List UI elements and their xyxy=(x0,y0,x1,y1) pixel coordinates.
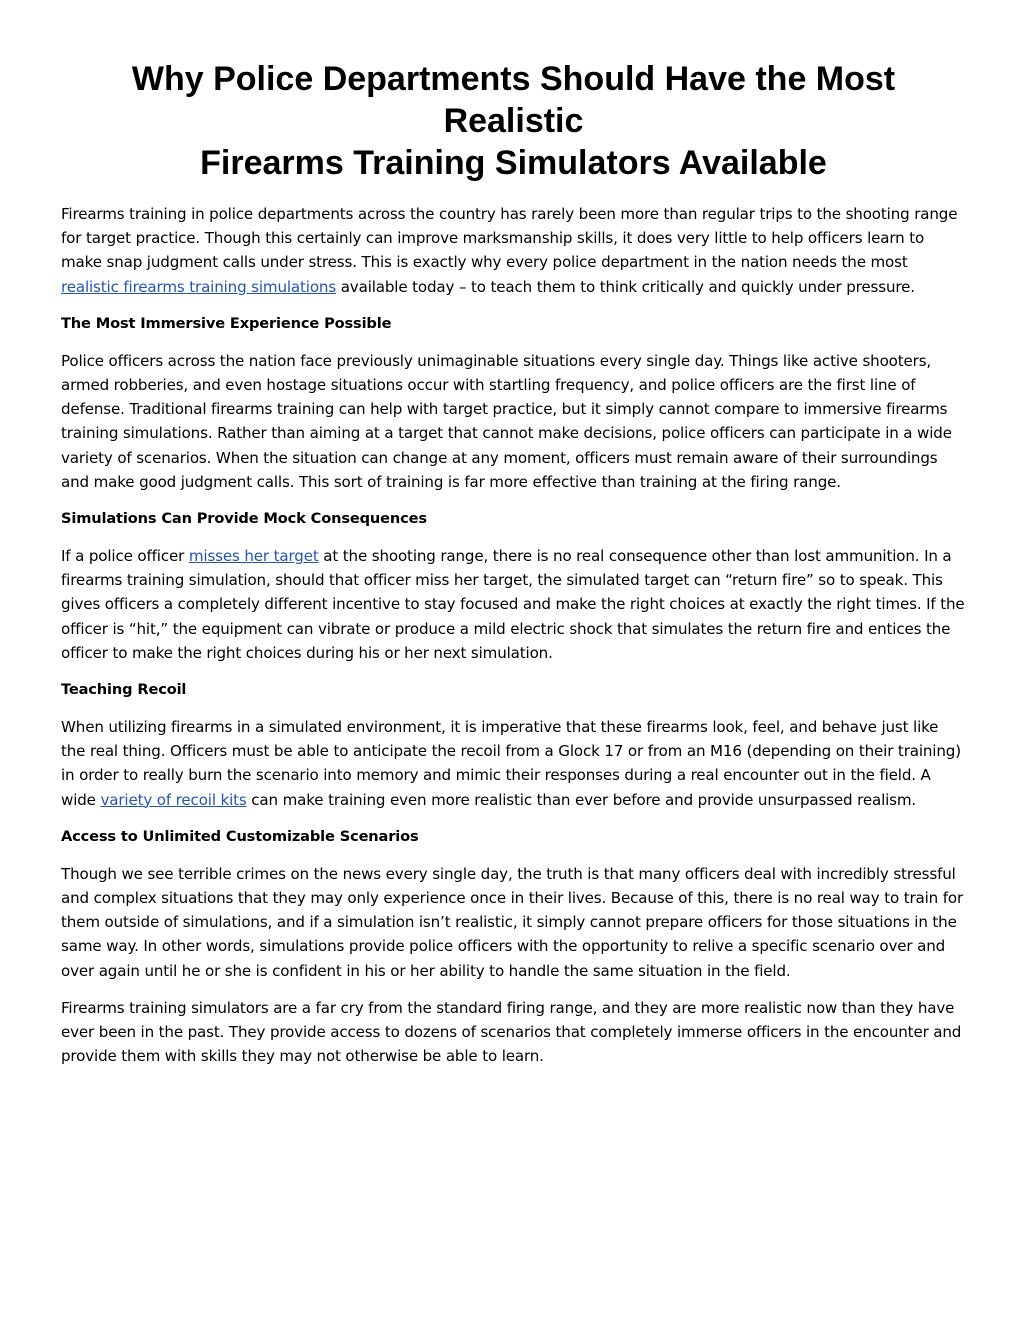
recoil-kits-link[interactable]: variety of recoil kits xyxy=(100,790,247,809)
section-body-scenarios: Though we see terrible crimes on the news every single day, the truth is that many officers deal with incredibly stressful and complex situations that they may only experience once in their lives. Because of this, there is no real way to train for them outside of simulations, and if a simulation isn’t realistic, it simply cannot prepare officers for those situations in the same way. In other words, simulations provide police officers with the opportunity to relive a specific scenario over and over again until he or she is confident in his or her ability to handle the same situation in the field. xyxy=(61,864,964,980)
consequences-text-start: If a police officer xyxy=(61,547,189,566)
realistic-simulations-link[interactable]: realistic firearms training simulations xyxy=(61,277,337,296)
misses-target-link[interactable]: misses her target xyxy=(188,547,319,566)
section-body-consequences xyxy=(61,544,966,665)
recoil-text-end: can make training even more realistic than ever before and provide unsurpassed realism. xyxy=(246,790,917,809)
title-line-2: Firearms Training Simulators Available xyxy=(200,144,827,182)
document-title xyxy=(61,58,966,184)
intro-text-start: Firearms training in police departments across the country has rarely been more than regular trips to the shooting range for target practice. Though this certainly can improve marksmanship skills, it does very little to help officers learn to make snap judgment calls under stress. This is exactly why every police department in the nation needs the most xyxy=(61,205,958,272)
section-heading-immersive: The Most Immersive Experience Possible xyxy=(61,314,392,332)
recoil-text-start: When utilizing firearms in a simulated environment, it is imperative that these firearms look, feel, and behave just like the real thing. Officers must be able to anticipate the recoil from a Glock 17 or from an M16 (depending on their training) in order to really burn the scenario into memory and mimic their responses during a real encounter out in the field. A wide xyxy=(61,718,961,809)
intro-text-end: available today – to teach them to think critically and quickly under pressure. xyxy=(336,277,915,296)
section-heading-recoil: Teaching Recoil xyxy=(61,681,187,699)
title-line-1: Why Police Departments Should Have the Most Realistic xyxy=(131,60,896,140)
conclusion-paragraph: Firearms training simulators are a far cry from the standard firing range, and they are more realistic now than they have ever been in the past. They provide access to dozens of scenarios that completely immerse officers in the encounter and provide them with skills they may not otherwise be able to learn. xyxy=(61,998,962,1066)
intro-paragraph xyxy=(61,202,966,299)
consequences-text-end: at the shooting range, there is no real consequence other than lost ammunition. In a firearms training simulation, should that officer miss her target, the simulated target can “return fire” so to speak. This gives officers a completely different incentive to stay focused and make the right choices at exactly the right times. If the officer is “hit,” the equipment can vibrate or produce a mild electric shock that simulates the return fire and entices the officer to make the right choices during his or her next simulation. xyxy=(61,547,965,662)
section-heading-consequences: Simulations Can Provide Mock Consequences xyxy=(61,510,427,528)
section-body-recoil xyxy=(61,715,966,812)
section-body-immersive: Police officers across the nation face previously unimaginable situations every single day. Things like active shooters, armed robberies, and even hostage situations occur with startling frequency, and police officers are the first line of defense. Traditional firearms training can help with target practice, but it simply cannot compare to immersive firearms training simulations. Rather than aiming at a target that cannot make decisions, police officers can participate in a wide variety of scenarios. When the situation can change at any moment, officers must remain aware of their surroundings and make good judgment calls. This sort of training is far more effective than training at the firing range. xyxy=(61,351,952,491)
section-heading-scenarios: Access to Unlimited Customizable Scenarios xyxy=(61,827,419,845)
document-page xyxy=(61,58,966,1081)
